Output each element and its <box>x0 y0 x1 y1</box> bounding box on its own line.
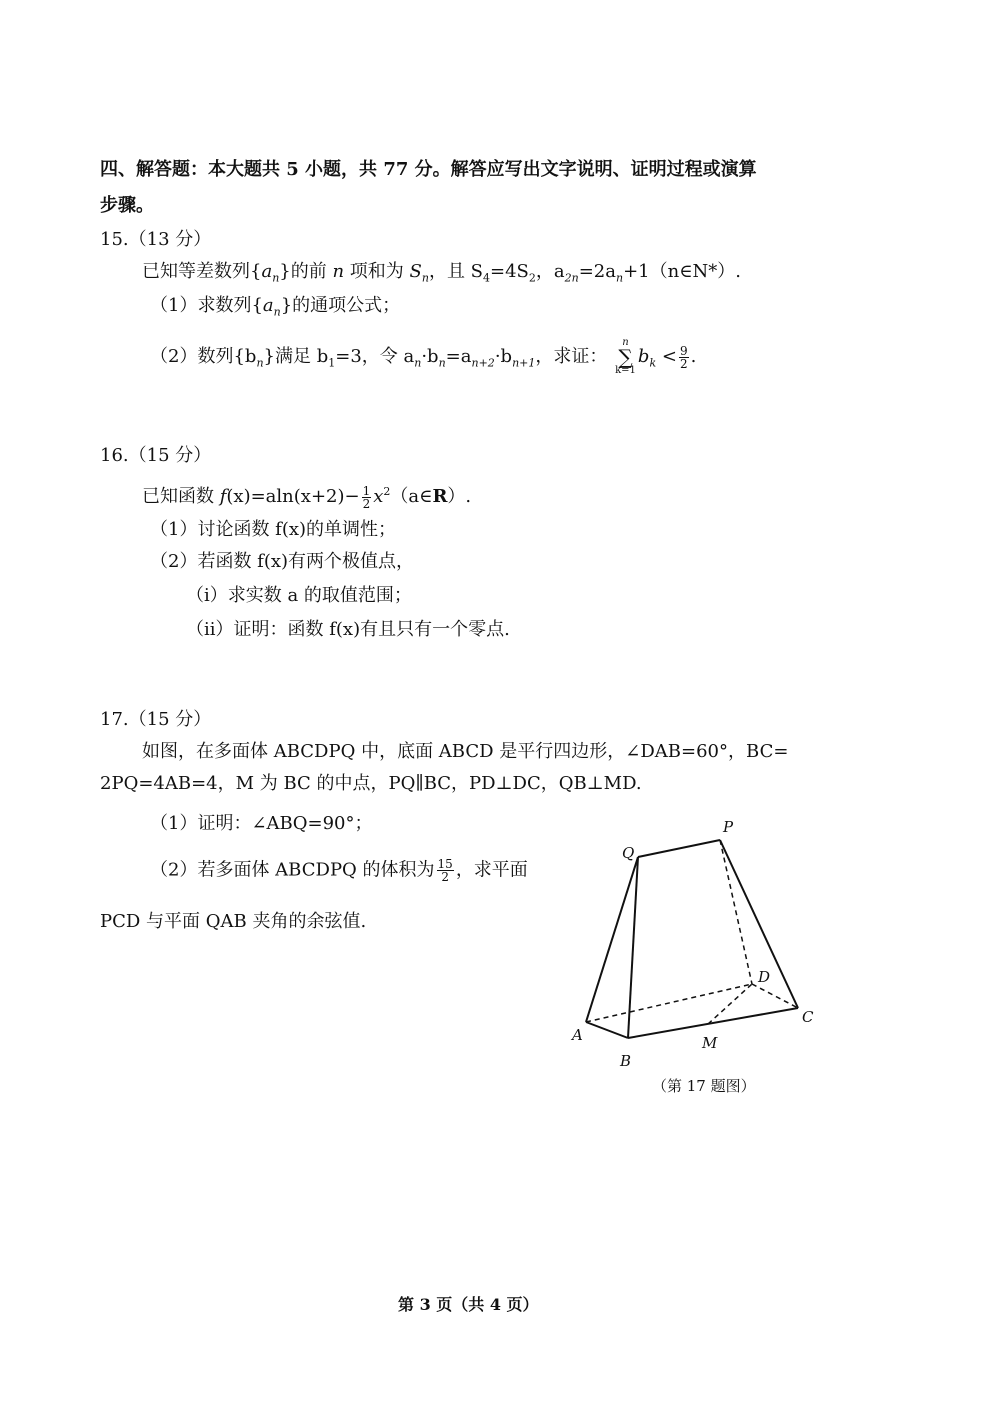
q17-part1: （1）证明：∠ABQ=90°； <box>150 813 373 834</box>
label-B: B <box>620 1052 632 1070</box>
q17-part2-line2: PCD 与平面 QAB 夹角的余弦值. <box>100 911 367 932</box>
q16-number: 16.（15 分） <box>100 445 212 466</box>
fraction-nine-halves: $\frac{9}{2}$ <box>679 343 688 371</box>
fraction-one-half: $\frac{1}{2}$ <box>362 483 371 511</box>
label-M: M <box>702 1034 718 1052</box>
label-P: P <box>723 818 734 836</box>
q17-stem-line2: 2PQ=4AB=4，M 为 BC 的中点，PQ∥BC，PD⊥DC，QB⊥MD. <box>100 773 642 794</box>
section-heading-line2: 步骤。 <box>100 195 154 216</box>
section-heading-line1: 四、解答题：本大题共 5 小题，共 77 分。解答应写出文字说明、证明过程或演算 <box>100 159 757 180</box>
label-D: D <box>758 968 771 986</box>
label-Q: Q <box>622 844 635 862</box>
q15-part1: （1）求数列$\{a_n\}$的通项公式； <box>150 295 401 319</box>
q17-number: 17.（15 分） <box>100 709 212 730</box>
q15-part2: （2）数列$\{b_n\}$满足 $b_1=3$，令 $a_n\cdot b_n=a_{n+2}\cdot b_{n+1}$，求证： n ∑ $k=1b_k$ < $\frac{9}{2}$ . <box>150 337 697 376</box>
figure-caption: （第 17 题图） <box>652 1077 756 1095</box>
q16-sub-i: （i）求实数 a 的取值范围； <box>186 585 412 606</box>
q15-number: 15.（13 分） <box>100 229 212 250</box>
page-footer: 第 3 页（共 4 页） <box>398 1295 539 1314</box>
edge-AB <box>586 1022 628 1038</box>
q17-stem-line1: 如图，在多面体 ABCDPQ 中，底面 ABCD 是平行四边形，∠DAB=60°，BC= <box>142 741 789 762</box>
polyhedron-diagram <box>560 810 830 1110</box>
q17-part2: （2）若多面体 ABCDPQ 的体积为 $\frac{15}{2}$ ，求平面 <box>150 857 528 884</box>
q16-sub-ii: （ii）证明：函数 f(x)有且只有一个零点. <box>186 619 510 640</box>
edge-AD <box>586 984 752 1022</box>
q16-stem: 已知函数 f(x)=aln(x+2)− $\frac{1}{2}$ $x^2(a\in R)$. <box>142 483 472 511</box>
label-A: A <box>572 1026 583 1044</box>
label-C: C <box>802 1008 814 1026</box>
edge-PD <box>720 840 752 984</box>
q16-part2: （2）若函数 f(x)有两个极值点， <box>150 551 415 572</box>
q15-stem: 已知等差数列$\{a_n\}$的前 n 项和为 $S_n$，且 $S_4=4S_2$，$a_{2n}=2a_n+1(n\in N*)$. <box>142 261 742 285</box>
edge-DC <box>752 984 798 1008</box>
polyhedron-figure <box>560 810 830 1110</box>
q16-part1: （1）讨论函数 f(x)的单调性； <box>150 519 397 540</box>
summation-symbol: n ∑ k=1 <box>615 337 636 376</box>
edge-QP <box>638 840 720 857</box>
fraction-fifteen-halves: $\frac{15}{2}$ <box>437 857 453 884</box>
